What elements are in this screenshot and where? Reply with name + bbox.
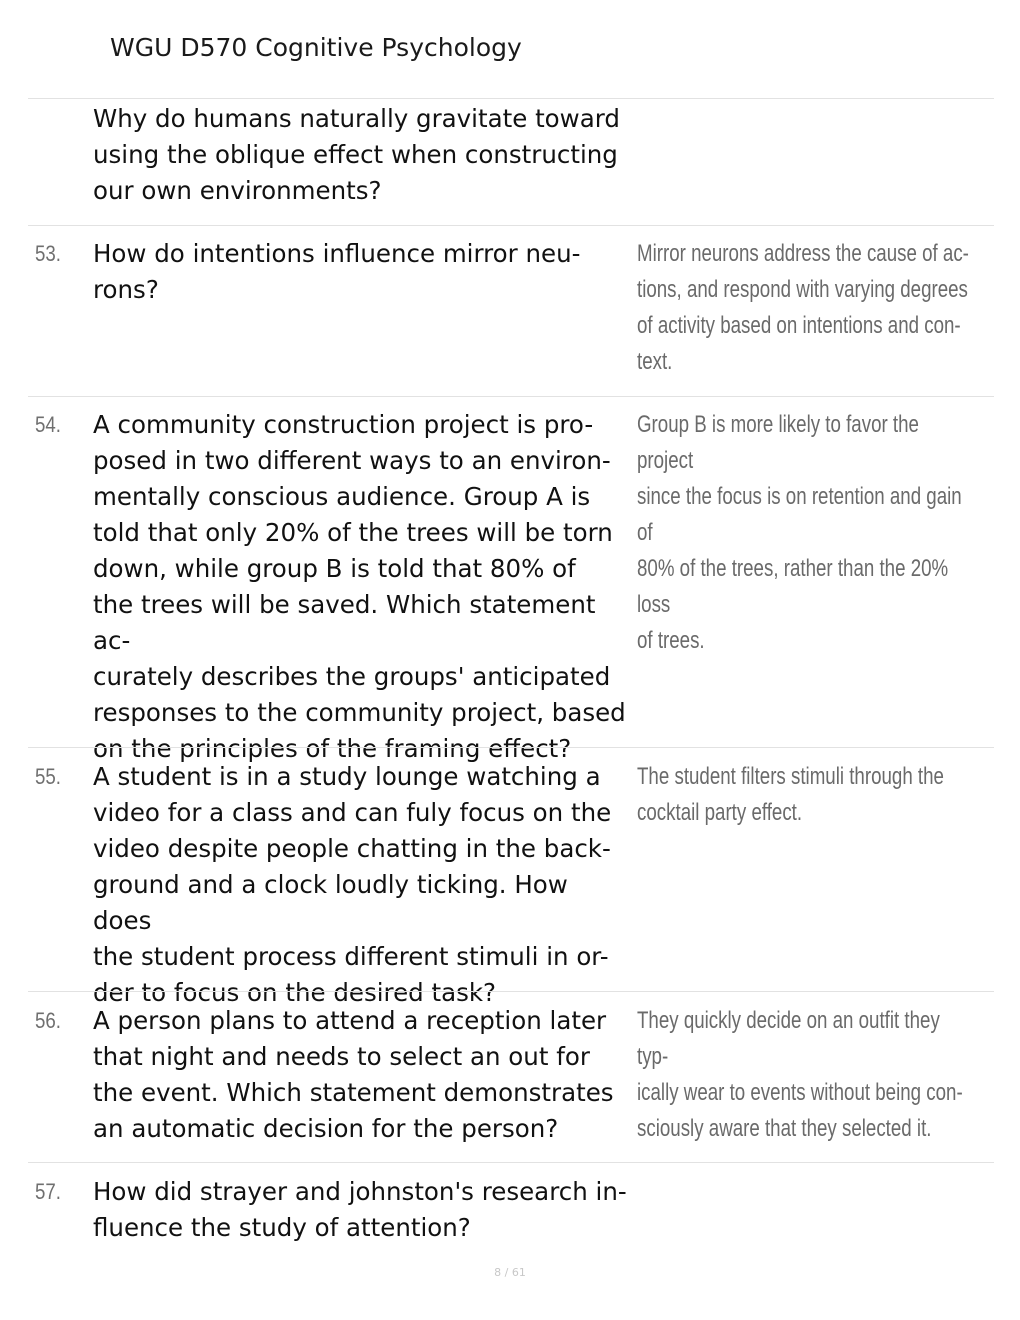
question-text: A person plans to attend a reception later that night and needs to select an out for the event. Which statement demonstrates an automatic decision for the person? xyxy=(93,1006,614,1143)
divider xyxy=(28,98,994,99)
question-text: How do intentions influence mirror neu- rons? xyxy=(93,239,581,304)
page-number: 8 / 61 xyxy=(494,1266,526,1279)
divider xyxy=(28,396,994,397)
page-title: WGU D570 Cognitive Psychology xyxy=(110,33,522,62)
question-number: 57. xyxy=(35,1179,62,1204)
answer-text: They quickly decide on an outfit they typ- ically wear to events without being con- sciously aware that they selected it. xyxy=(637,1007,963,1142)
question-text: A community construction project is pro- posed in two different ways to an environ- mentally conscious audience. Group A is told that only 20% of the trees will be torn down, while group B is told that 80% of the trees will be saved. Which statement ac- curately describes the groups' anticipated responses to the community project, based on the principles of the framing effect? xyxy=(93,410,626,763)
question-number: 56. xyxy=(35,1008,62,1033)
question-number: 54. xyxy=(35,412,62,437)
question-text: How did strayer and johnston's research in- fluence the study of attention? xyxy=(93,1177,627,1242)
divider xyxy=(28,225,994,226)
divider xyxy=(28,991,994,992)
answer-text: The student filters stimuli through the cocktail party effect. xyxy=(637,763,944,826)
answer-text: Mirror neurons address the cause of ac- tions, and respond with varying degrees of activity based on intentions and con- text. xyxy=(637,240,969,375)
question-text: Why do humans naturally gravitate toward using the oblique effect when constructing our own environments? xyxy=(93,104,620,205)
question-number: 55. xyxy=(35,764,62,789)
question-text: A student is in a study lounge watching a video for a class and can fuly focus on the video despite people chatting in the back- ground and a clock loudly ticking. How does the student process different stimuli in or- der to focus on the desired task? xyxy=(93,762,612,1007)
answer-text: Group B is more likely to favor the project since the focus is on retention and gain of 80% of the trees, rather than the 20% loss of trees. xyxy=(637,411,962,654)
divider xyxy=(28,747,994,748)
question-number: 53. xyxy=(35,241,62,266)
divider xyxy=(28,1162,994,1163)
